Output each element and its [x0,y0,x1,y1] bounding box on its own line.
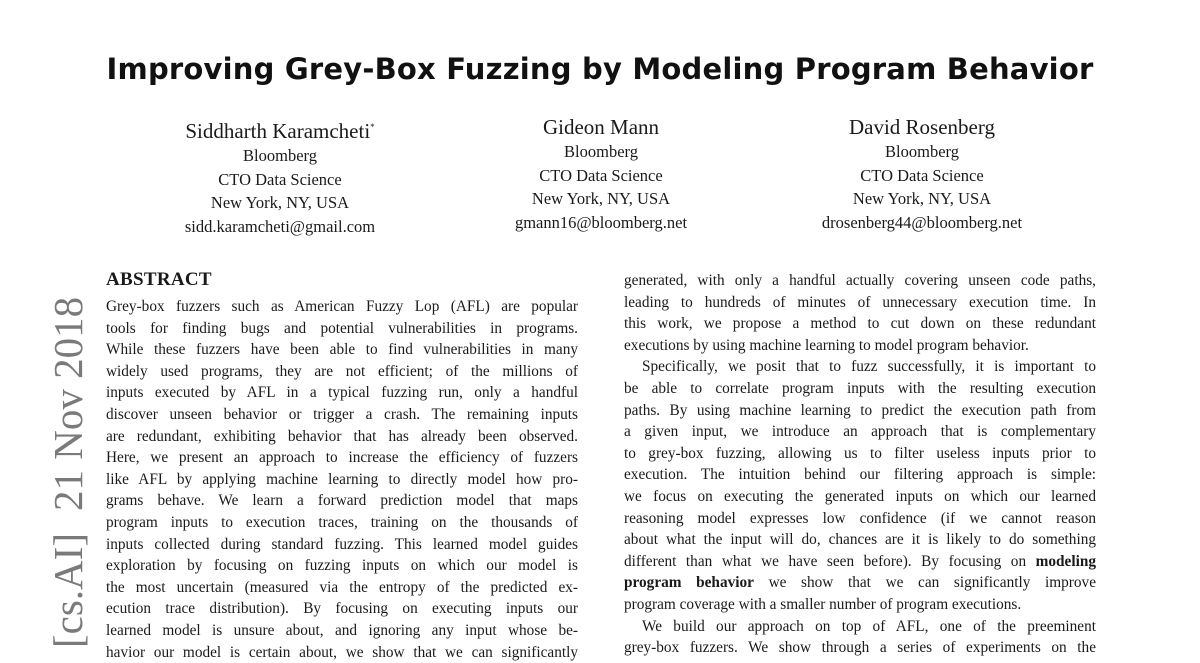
body-line: like AFL by applying machine learning to directly model how pro- [106,469,578,491]
body-line: reasoning model expresses low confidence (if we cannot reason [624,508,1096,530]
author-block [130,114,430,238]
author-location: New York, NY, USA [772,187,1072,211]
body-line: ecution trace distribution). By focusing on executing inputs our [106,598,578,620]
paragraph [624,616,1096,659]
body-line: executions by using machine learning to model program behavior. [624,335,1096,357]
body-line: learned model is unsure about, and ignoring any input whose be- [106,620,578,642]
bold-text: modeling [1036,553,1096,570]
arxiv-stamp [48,297,89,648]
author-name: David Rosenberg [772,114,1072,140]
author-dept: CTO Data Science [130,168,430,192]
body-line: a given input, we introduce an approach that is complementary [624,421,1096,443]
footnote-mark: * [370,122,375,132]
body-line: tools for finding bugs and potential vulnerabilities in programs. [106,318,578,340]
body-line: grey-box fuzzers. We show through a series of experiments on the [624,637,1096,659]
body-line: generated, with only a handful actually covering unseen code paths, [624,270,1096,292]
body-line: grams behave. We learn a forward prediction model that maps [106,490,578,512]
body-line: exploration by focusing on fuzzing inputs on which our model is [106,555,578,577]
body-line: the most uncertain (measured via the entropy of the predicted ex- [106,577,578,599]
body-line: Specifically, we posit that to fuzz successfully, it is important to [624,356,1096,378]
author-block [451,114,751,234]
author-location: New York, NY, USA [130,191,430,215]
abstract-heading: ABSTRACT [106,268,578,292]
body-line: we focus on executing the generated inputs on which our learned [624,486,1096,508]
bold-text: program behavior [624,574,754,591]
paragraph [624,356,1096,550]
body-line: program coverage with a smaller number of program executions. [624,594,1096,616]
author-email[interactable]: drosenberg44@bloomberg.net [772,211,1072,235]
body-line: Here, we present an approach to increase the efficiency of fuzzers [106,447,578,469]
body-line: discover unseen behavior or trigger a crash. The remaining inputs [106,404,578,426]
author-org: Bloomberg [130,144,430,168]
body-line: program inputs to execution traces, training on the thousands of [106,512,578,534]
body-line: inputs executed by AFL in a typical fuzzing run, only a handful [106,382,578,404]
author-dept: CTO Data Science [772,164,1072,188]
body-line: execution. The intuition behind our filtering approach is simple: [624,464,1096,486]
author-org: Bloomberg [451,140,751,164]
body-line: paths. By using machine learning to predict the execution path from [624,400,1096,422]
author-name: Siddharth Karamcheti* [130,114,430,144]
body-line: widely used programs, they are not efficient; of the millions of [106,361,578,383]
body-line: to grey-box fuzzing, allowing us to filter useless inputs prior to [624,443,1096,465]
body-line: While these fuzzers have been able to find vulnerabilities in many [106,339,578,361]
abstract-column [106,268,578,663]
author-location: New York, NY, USA [451,187,751,211]
body-line: about what the input will do, chances are it is likely to do something [624,529,1096,551]
paper-title: Improving Grey-Box Fuzzing by Modeling Program Behavior [0,52,1200,86]
author-dept: CTO Data Science [451,164,751,188]
right-column [624,270,1096,659]
body-line: Grey-box fuzzers such as American Fuzzy Lop (AFL) are popular [106,296,578,318]
body-line: inputs collected during standard fuzzing. This learned model guides [106,534,578,556]
arxiv-date: 21 Nov 2018 [45,297,91,511]
author-org: Bloomberg [772,140,1072,164]
paragraph [624,270,1096,356]
body-line: We build our approach on top of AFL, one of the preeminent [624,616,1096,638]
body-line: this work, we propose a method to cut down on these redundant [624,313,1096,335]
author-name: Gideon Mann [451,114,751,140]
body-line: be able to correlate program inputs with the resulting execution [624,378,1096,400]
abstract-body [106,296,578,663]
body-line: different than what we have seen before). By focusing on modeling [624,551,1096,573]
author-email[interactable]: gmann16@bloomberg.net [451,211,751,235]
author-block [772,114,1072,234]
body-line: are redundant, exhibiting behavior that has already been observed. [106,426,578,448]
body-line: havior our model is certain about, we show that we can significantly [106,642,578,663]
author-email[interactable]: sidd.karamcheti@gmail.com [130,215,430,239]
body-line: program behavior we show that we can significantly improve [624,572,1096,594]
body-line: leading to hundreds of minutes of unnecessary execution time. In [624,292,1096,314]
arxiv-category: [cs.AI] [45,533,91,648]
